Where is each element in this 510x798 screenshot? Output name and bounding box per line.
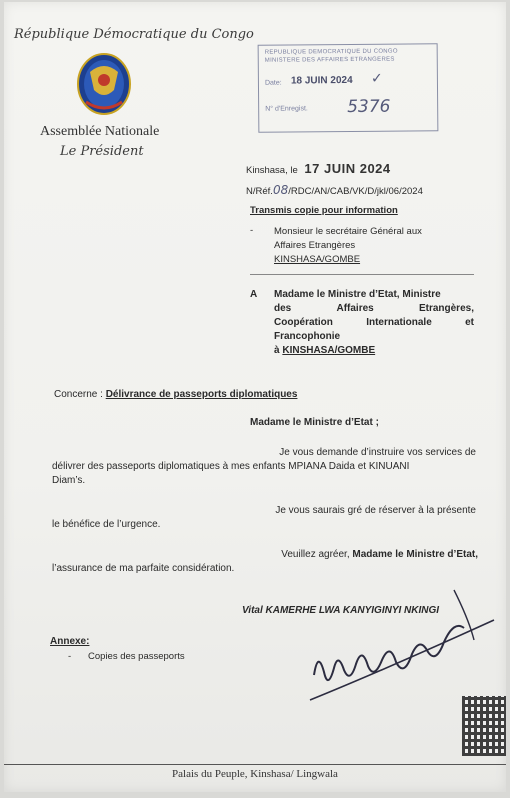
subject-line — [54, 388, 297, 402]
addressee-line3-a: Coopération — [274, 317, 333, 328]
addressee-line2-a: des — [274, 303, 292, 314]
subject-text: Délivrance de passeports diplomatiques — [105, 389, 298, 400]
addressee-line4: Francophonie — [274, 331, 341, 342]
stamp-number-label: N° d'Enregist. — [265, 105, 308, 113]
place-date-prefix: Kinshasa, le — [246, 165, 298, 176]
addressee-marker: A — [250, 289, 258, 300]
addressee-line3-b: Internationale — [366, 317, 432, 328]
stamp-line2: MINISTERE DES AFFAIRES ETRANGERES — [264, 56, 395, 64]
reception-stamp — [258, 43, 439, 133]
reference-suffix: /RDC/AN/CAB/VK/D/jkl/06/2024 — [288, 186, 423, 197]
coat-of-arms-icon — [72, 50, 136, 120]
letter-page — [4, 2, 506, 792]
signature-icon — [304, 580, 504, 710]
addressee-line2-c: Etrangères, — [418, 303, 474, 314]
paragraph3-line1 — [250, 548, 478, 562]
paragraph3-prefix: Veuillez agréer, — [281, 549, 350, 560]
reference-number: 08 — [272, 183, 289, 197]
reference-line — [246, 183, 423, 197]
copy-dash: - — [250, 225, 254, 236]
footer-address: Palais du Peuple, Kinshasa/ Lingwala — [172, 768, 338, 780]
paragraph1-line1: Je vous demande d’instruire vos services de — [279, 447, 476, 458]
addressee-line3 — [274, 316, 474, 330]
copy-recipient — [274, 225, 422, 267]
reference-prefix: N/Réf. — [246, 186, 273, 197]
addressee-line5-prefix: à — [274, 345, 280, 356]
stamp-date-label: Date: — [264, 79, 282, 87]
paragraph3-bold: Madame le Ministre d’Etat, — [352, 549, 478, 560]
copy-recipient-line2: Affaires Etrangères — [274, 240, 356, 251]
copy-heading: Transmis copie pour information — [250, 205, 398, 216]
annex-dash: - — [68, 651, 72, 662]
stamp-number-value: 5376 — [347, 96, 391, 118]
subject-label: Concerne : — [54, 389, 103, 400]
addressee-line2 — [274, 302, 474, 316]
annex-heading: Annexe: — [50, 636, 90, 647]
addressee-city: KINSHASA/GOMBE — [282, 345, 376, 356]
annex-item: Copies des passeports — [88, 651, 185, 662]
republic-heading: République Démocratique du Congo — [14, 27, 254, 42]
stamp-date-value: 18 JUIN 2024 — [290, 74, 353, 87]
addressee-line1: Madame le Ministre d’Etat, Ministre — [274, 289, 441, 300]
addressee-line5 — [274, 344, 474, 358]
divider — [250, 274, 474, 275]
addressee-line2-b: Affaires — [336, 303, 374, 314]
qr-code-icon — [462, 696, 506, 756]
stamp-line1: REPUBLIQUE DEMOCRATIQUE DU CONGO — [264, 48, 398, 56]
place-date-line — [246, 161, 391, 176]
president-title: Le Président — [60, 144, 144, 159]
paragraph3-line2: l’assurance de ma parfaite considération. — [52, 563, 235, 574]
signatory-name: Vital KAMERHE LWA KANYIGINYI NKINGI — [242, 605, 440, 616]
copy-recipient-line1: Monsieur le secrétaire Général aux — [274, 226, 422, 237]
letter-date: 17 JUIN 2024 — [304, 161, 391, 176]
addressee-line3-c: et — [465, 317, 474, 328]
paragraph2-line2: le bénéfice de l’urgence. — [52, 519, 161, 530]
paragraph1-line2: délivrer des passeports diplomatiques à mes enfants MPIANA Daida et KINUANI — [52, 461, 410, 472]
addressee-block — [274, 288, 474, 358]
salutation: Madame le Ministre d’Etat ; — [250, 417, 379, 428]
assembly-heading: Assemblée Nationale — [40, 124, 160, 139]
copy-recipient-line3: KINSHASA/GOMBE — [274, 254, 361, 265]
paragraph2-line1: Je vous saurais gré de réserver à la présente — [275, 505, 476, 516]
stamp-initials-icon: ✓ — [370, 70, 383, 87]
footer-rule — [4, 764, 506, 765]
paragraph1-line3: Diam’s. — [52, 475, 86, 486]
